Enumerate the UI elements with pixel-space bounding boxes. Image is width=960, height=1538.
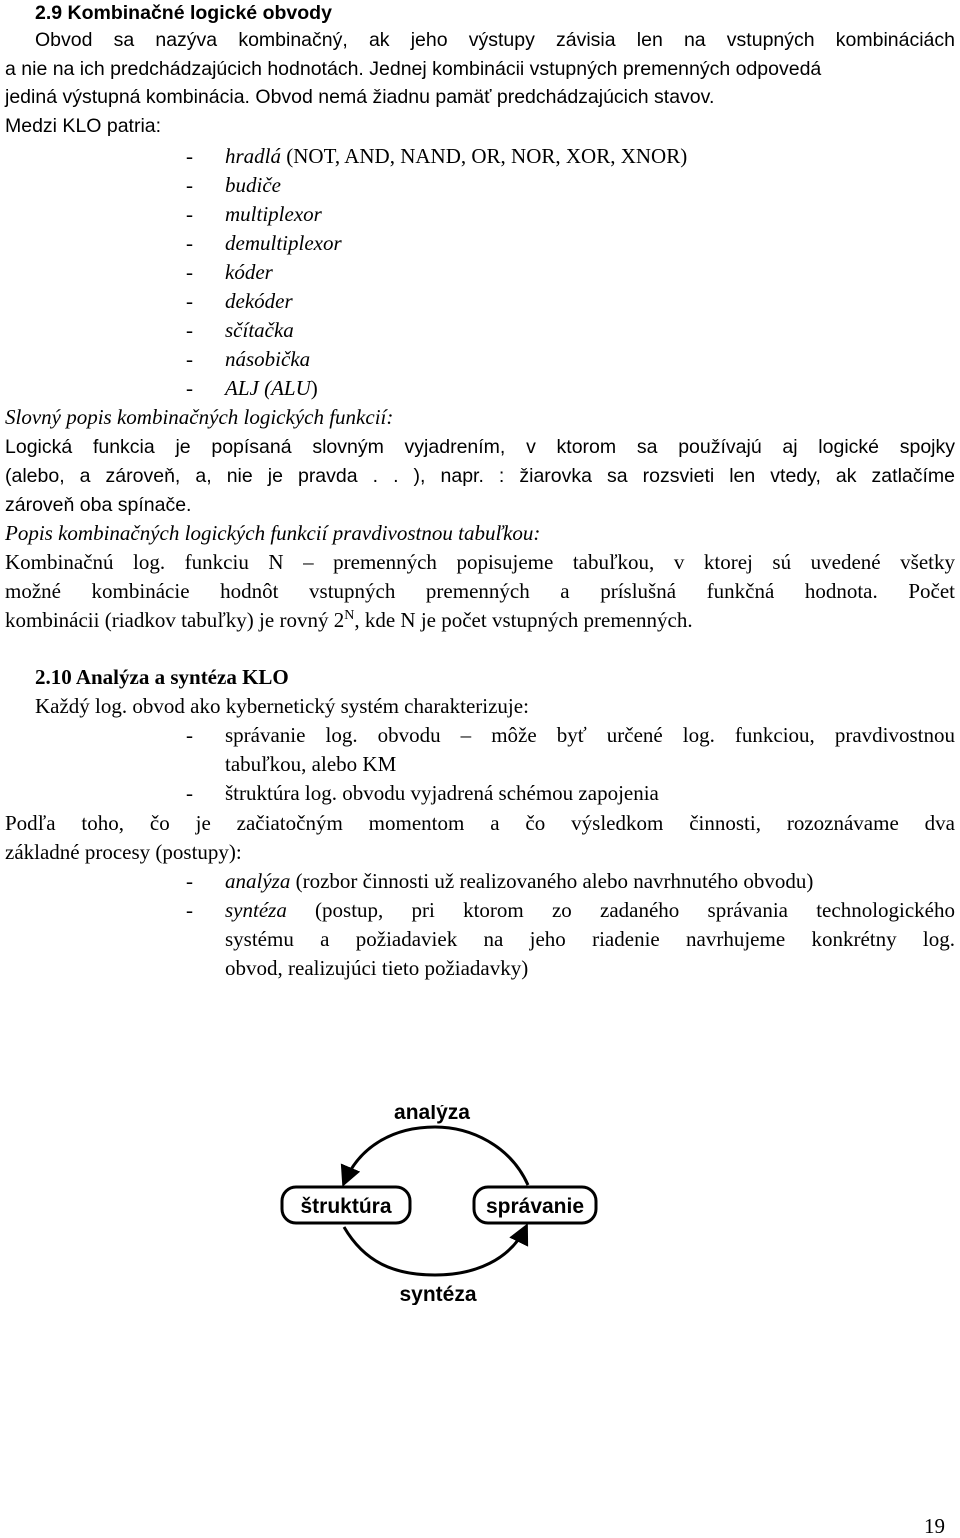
analysis-arrow (344, 1127, 528, 1185)
intro-line-2: a nie na ich predchádzajúcich hodnotách. Jednej kombinácii vstupných premenných odpovedá (5, 58, 822, 80)
list-label: Medzi KLO patria: (5, 115, 162, 137)
synthesis-arrow (344, 1227, 526, 1275)
truth-table-line-3: kombinácii (riadkov tabuľky) je rovný $2^N$, kde N je počet vstupných premenných. (5, 608, 693, 632)
process-synthesis-line-3: obvod, realizujúci tieto požiadavky) (225, 956, 529, 980)
intro-line-1: Obvod sa nazýva kombinačný, ak jeho výstupy závisia len na vstupných kombináciách (35, 29, 955, 51)
truth-table-line-2: možné kombinácie hodnôt vstupných premenných a príslušná funkčná hodnota. Počet (5, 579, 955, 603)
document-page: 2.9 Kombinačné logické obvody Obvod sa nazýva kombinačný, ak jeho výstupy závisia len na vstupných kombináciách a nie na ich predchádzajúcich hodnotách. Jednej kombinácii vstupných premenných odpovedá jediná výstupná kombinácia. Obvod nemá žiadnu pamäť predchádzajúcich stavov. Medzi KLO patria: - hradlá (NOT, AND, NAND, OR, NOR, XOR, XNOR) - budiče - multiplexor - demultiplexor - kóder - dekóder - sčítačka - násobička - ALJ (ALU) Slovný popis kombinačných logických funkcií: Logická funkcia je popísaná slovným vyjadrením, v ktorom sa používajú aj logické spojky (alebo, a zároveň, a, nie je pravda . . ), napr. : žiarovka sa rozsvieti len vtedy, ak zatlačíme zároveň oba spínače. Popis kombinačných logických funkcií pravdivostnou tabuľkou: Kombinačnú log. funkciu N – premenných popisujeme tabuľkou, v ktorej sú uvedené všetky možné kombinácie hodnôt vstupných premenných a príslušná funkčná hodnota. Počet kombinácii (riadkov tabuľky) je rovný $2^N$, kde N je počet vstupných premenných. 2.10 Analýza a syntéza KLO Každý log. obvod ako kybernetický systém charakterizuje: - správanie log. obvodu – môže byť určené log. funkciou, pravdivostnou tabuľkou, alebo KM - štruktúra log. obvodu vyjadrená schémou zapojenia Podľa toho, čo je začiatočným momentom a čo výsledkom činnosti, rozoznávame dva základné procesy (postupy): - analýza (rozbor činnosti už realizovaného alebo navrhnutého obvodu) - syntéza (postup, pri ktorom zo zadaného správania technologického systému a požiadaviek na jeho riadenie navrhujeme konkrétny log. obvod, realizujúci tieto požiadavky) analýza štruktúra správanie syntéza 19 (5, 2, 955, 1538)
processes-paragraph-line-2: základné procesy (postupy): (5, 840, 242, 864)
diagram-label-behavior: správanie (485, 1195, 585, 1218)
processes-paragraph-line-1: Podľa toho, čo je začiatočným momentom a čo výsledkom činnosti, rozoznávame dva (5, 811, 955, 835)
analysis-synthesis-diagram (270, 1105, 600, 1305)
page-number: 19 (924, 1514, 945, 1538)
truth-table-heading: Popis kombinačných logických funkcií pravdivostnou tabuľkou: (5, 521, 541, 545)
verbal-line-2: (alebo, a zároveň, a, nie je pravda . . ), napr. : žiarovka sa rozsvieti len vtedy, ak zatlačíme (5, 465, 955, 487)
section-heading-2-10: 2.10 Analýza a syntéza KLO (35, 665, 289, 689)
process-synthesis-line-2: systému a požiadaviek na jeho riadenie navrhujeme konkrétny log. (225, 927, 955, 951)
intro-line-3: jediná výstupná kombinácia. Obvod nemá žiadnu pamäť predchádzajúcich stavov. (5, 86, 715, 108)
characterization-intro: Každý log. obvod ako kybernetický systém charakterizuje: (35, 694, 529, 718)
section-heading-2-9: 2.9 Kombinačné logické obvody (35, 2, 332, 24)
diagram-label-analysis: analýza (394, 1105, 470, 1124)
characteristic-item-text: správanie log. obvodu – môže byť určené log. funkciou, pravdivostnou (225, 723, 955, 747)
diagram-label-structure: štruktúra (300, 1195, 392, 1218)
process-synthesis-line-1: syntéza (postup, pri ktorom zo zadaného správania technologického (225, 898, 955, 922)
truth-table-line-1: Kombinačnú log. funkciu N – premenných popisujeme tabuľkou, v ktorej sú uvedené všetky (5, 550, 955, 574)
diagram-label-synthesis: syntéza (399, 1283, 477, 1305)
characteristic-item-text-cont: tabuľkou, alebo KM (225, 752, 397, 776)
verbal-description-heading: Slovný popis kombinačných logických funkcií: (5, 405, 394, 429)
verbal-line-1: Logická funkcia je popísaná slovným vyjadrením, v ktorom sa používajú aj logické spojky (5, 436, 955, 458)
verbal-line-3: zároveň oba spínače. (5, 494, 192, 516)
